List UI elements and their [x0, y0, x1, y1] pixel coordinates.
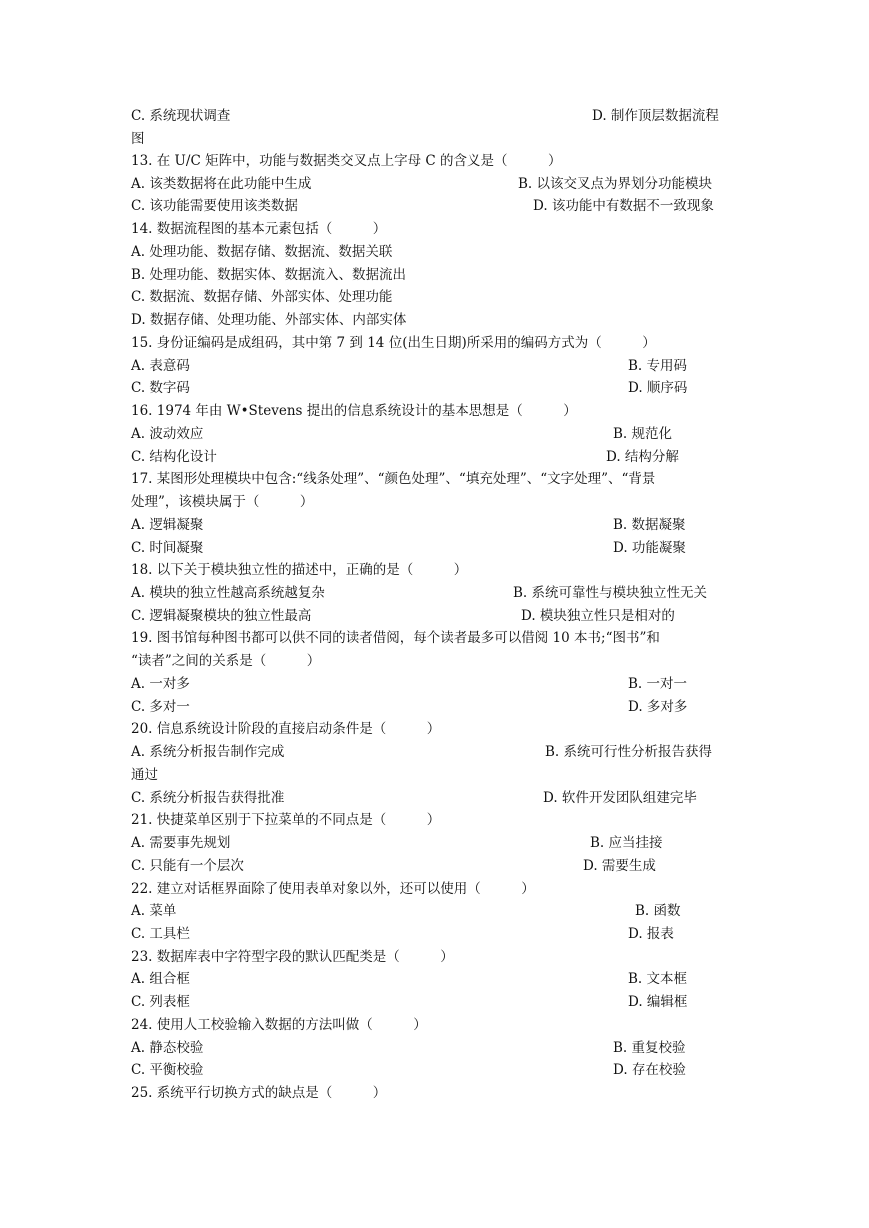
option-row [131, 105, 737, 127]
option-row [131, 968, 737, 990]
option-row [131, 855, 737, 877]
question-stem [131, 400, 737, 422]
question-13: 13. 在 U/C 矩阵中，功能与数据类交叉点上字母 C 的含义是（ ） [131, 153, 562, 169]
option-a: A. 逻辑凝聚 [131, 517, 204, 533]
question-stem [131, 1014, 737, 1036]
option-a: A. 波动效应 [131, 426, 204, 442]
question-20: 20. 信息系统设计阶段的直接启动条件是（ ） [131, 721, 441, 737]
option-row [131, 1037, 737, 1059]
option-a: A. 处理功能、数据存储、数据流、数据关联 [131, 244, 393, 260]
option-row [131, 537, 737, 559]
option-a: A. 静态校验 [131, 1040, 204, 1056]
option-c: C. 系统分析报告获得批准 [131, 790, 285, 806]
question-16: 16. 1974 年由 W•Stevens 提出的信息系统设计的基本思想是（ ） [131, 403, 577, 419]
option-c: C. 平衡校验 [131, 1062, 204, 1078]
option-row [131, 1059, 737, 1081]
option-a: A. 需要事先规划 [131, 835, 231, 851]
question-19: 19. 图书馆每种图书都可以供不同的读者借阅，每个读者最多可以借阅 10 本书;“图书”和 [131, 630, 660, 646]
option-row [131, 241, 737, 263]
option-c: C. 系统现状调查 [131, 108, 231, 124]
option-b-continued: 通过 [131, 767, 158, 783]
question-23: 23. 数据库表中字符型字段的默认匹配类是（ ） [131, 949, 454, 965]
option-b: B. 系统可行性分析报告获得 [545, 744, 713, 760]
option-c: C. 数字码 [131, 380, 190, 396]
option-b: B. 以该交叉点为界划分功能模块 [518, 176, 713, 192]
option-d: D. 该功能中有数据不一致现象 [533, 198, 714, 214]
option-d: D. 顺序码 [628, 380, 688, 396]
option-c: C. 该功能需要使用该类数据 [131, 198, 298, 214]
option-a: A. 系统分析报告制作完成 [131, 744, 285, 760]
option-b: B. 处理功能、数据实体、数据流入、数据流出 [131, 267, 407, 283]
question-15: 15. 身份证编码是成组码，其中第 7 到 14 位(出生日期)所采用的编码方式为（ ） [131, 335, 656, 351]
option-c: C. 数据流、数据存储、外部实体、处理功能 [131, 289, 393, 305]
option-d: D. 编辑框 [628, 994, 688, 1010]
option-d: D. 报表 [628, 926, 674, 942]
option-row [131, 264, 737, 286]
question-stem [131, 809, 737, 831]
option-c: C. 列表框 [131, 994, 190, 1010]
question-stem [131, 878, 737, 900]
question-stem [131, 559, 737, 581]
option-d: D. 功能凝聚 [613, 540, 686, 556]
question-22: 22. 建立对话框界面除了使用表单对象以外，还可以使用（ ） [131, 881, 535, 897]
option-row [131, 514, 737, 536]
option-d: D. 制作顶层数据流程 [592, 108, 719, 124]
option-d: D. 多对多 [628, 699, 688, 715]
option-b: B. 专用码 [628, 358, 688, 374]
option-d-continued: 图 [131, 131, 145, 147]
question-14: 14. 数据流程图的基本元素包括（ ） [131, 221, 387, 237]
wrapped-text [131, 128, 737, 150]
question-24: 24. 使用人工校验输入数据的方法叫做（ ） [131, 1017, 427, 1033]
question-stem-continued [131, 491, 737, 513]
question-stem [131, 218, 737, 240]
option-d: D. 数据存储、处理功能、外部实体、内部实体 [131, 312, 407, 328]
option-row [131, 423, 737, 445]
option-b: B. 文本框 [628, 971, 688, 987]
option-row [131, 355, 737, 377]
question-17-continued: 处理”，该模块属于（ ） [131, 494, 314, 510]
option-d: D. 需要生成 [583, 858, 656, 874]
option-d: D. 结构分解 [606, 449, 679, 465]
question-stem [131, 150, 737, 172]
option-row [131, 832, 737, 854]
question-stem [131, 946, 737, 968]
option-row [131, 900, 737, 922]
question-stem [131, 1082, 737, 1104]
option-row [131, 787, 737, 809]
option-c: C. 结构化设计 [131, 449, 217, 465]
option-c: C. 时间凝聚 [131, 540, 204, 556]
option-c: C. 多对一 [131, 699, 190, 715]
option-row [131, 605, 737, 627]
option-c: C. 只能有一个层次 [131, 858, 244, 874]
wrapped-text [131, 764, 737, 786]
option-b: B. 数据凝聚 [613, 517, 686, 533]
option-b: B. 重复校验 [613, 1040, 686, 1056]
option-b: B. 一对一 [628, 676, 688, 692]
option-d: D. 软件开发团队组建完毕 [543, 790, 697, 806]
option-row [131, 923, 737, 945]
option-row [131, 195, 737, 217]
option-b: B. 系统可靠性与模块独立性无关 [513, 585, 708, 601]
question-stem [131, 332, 737, 354]
option-a: A. 模块的独立性越高系统越复杂 [131, 585, 325, 601]
question-25: 25. 系统平行切换方式的缺点是（ ） [131, 1085, 387, 1101]
option-b: B. 应当挂接 [590, 835, 663, 851]
question-19-continued: “读者”之间的关系是（ ） [131, 653, 321, 669]
question-stem-continued [131, 650, 737, 672]
option-row [131, 446, 737, 468]
option-a: A. 该类数据将在此功能中生成 [131, 176, 312, 192]
option-row [131, 309, 737, 331]
option-c: C. 工具栏 [131, 926, 190, 942]
option-a: A. 表意码 [131, 358, 190, 374]
option-row [131, 286, 737, 308]
option-b: B. 函数 [635, 903, 681, 919]
option-row [131, 696, 737, 718]
option-c: C. 逻辑凝聚模块的独立性最高 [131, 608, 312, 624]
option-row [131, 741, 737, 763]
option-a: A. 组合框 [131, 971, 190, 987]
question-stem [131, 468, 737, 490]
question-18: 18. 以下关于模块独立性的描述中，正确的是（ ） [131, 562, 468, 578]
option-row [131, 673, 737, 695]
option-d: D. 模块独立性只是相对的 [521, 608, 675, 624]
question-stem [131, 718, 737, 740]
question-17: 17. 某图形处理模块中包含:“线条处理”、“颜色处理”、“填充处理”、“文字处理”、“背景 [131, 471, 656, 487]
option-b: B. 规范化 [613, 426, 673, 442]
option-a: A. 一对多 [131, 676, 190, 692]
option-d: D. 存在校验 [613, 1062, 686, 1078]
option-row [131, 991, 737, 1013]
question-21: 21. 快捷菜单区别于下拉菜单的不同点是（ ） [131, 812, 441, 828]
option-a: A. 菜单 [131, 903, 177, 919]
question-stem [131, 627, 737, 649]
option-row [131, 173, 737, 195]
option-row [131, 582, 737, 604]
option-row [131, 377, 737, 399]
